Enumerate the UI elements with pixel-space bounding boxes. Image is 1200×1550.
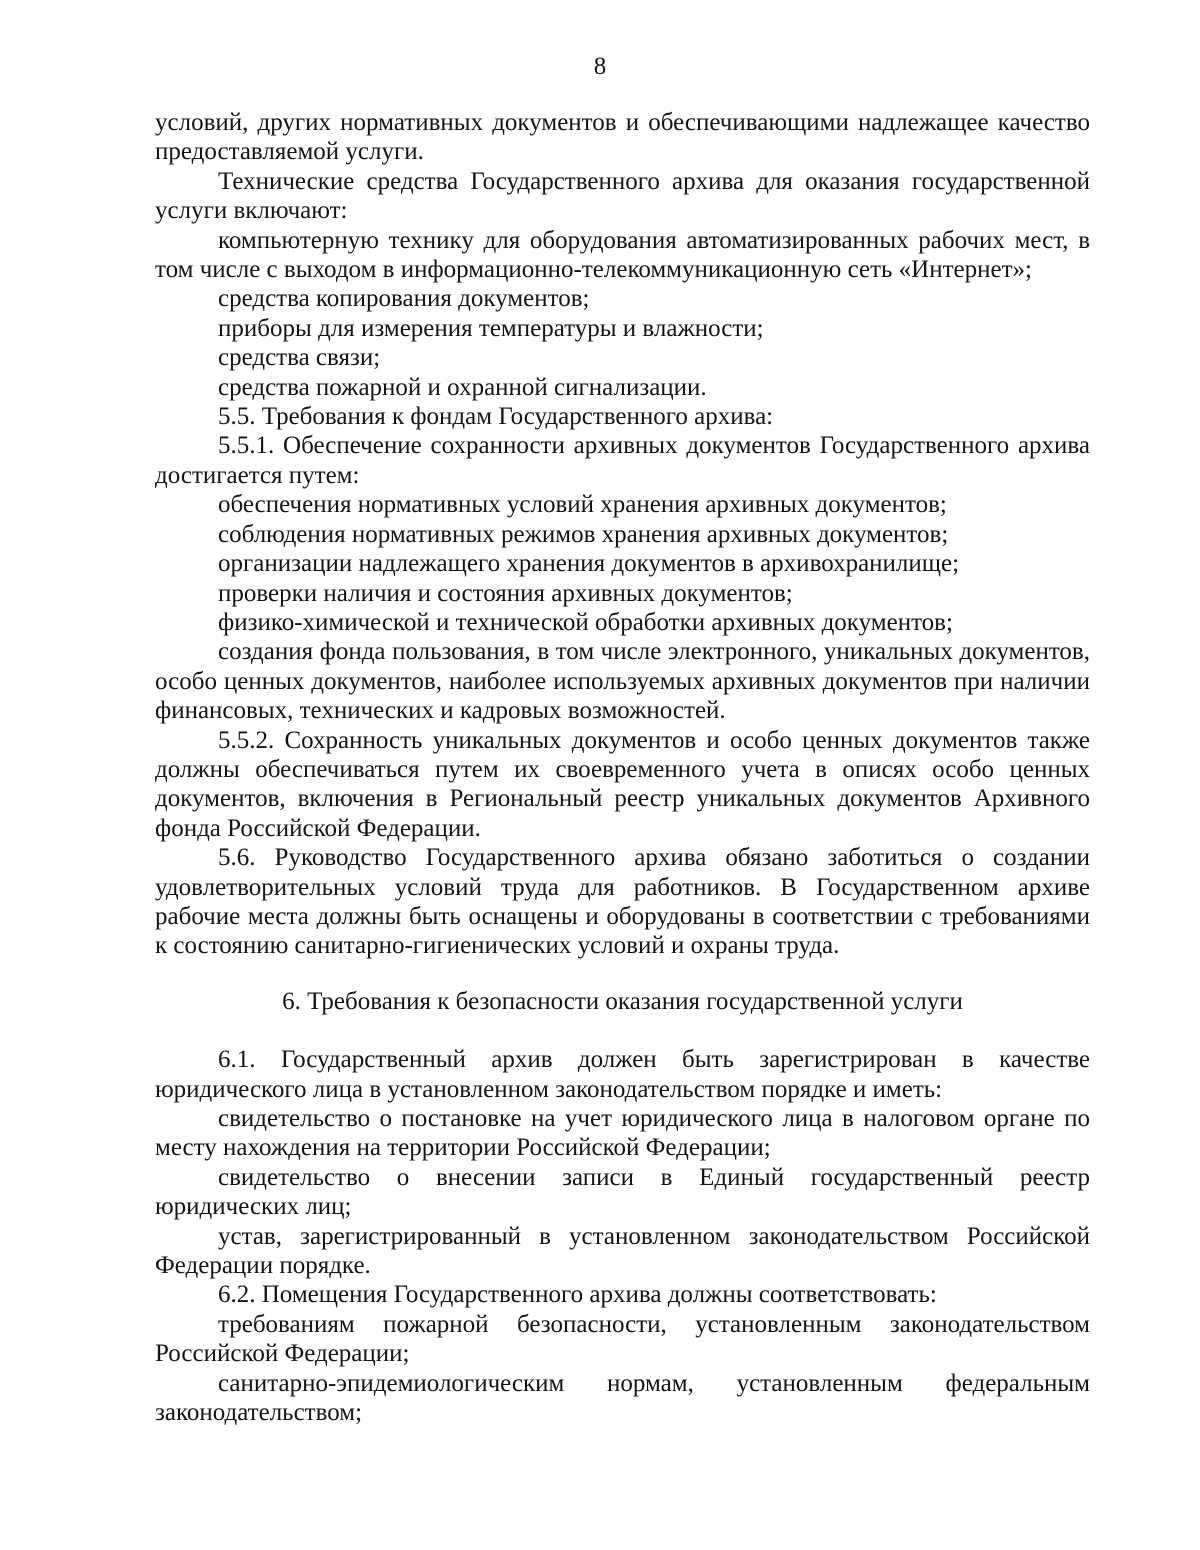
section-heading: 6. Требования к безопасности оказания государственной услуги: [282, 987, 963, 1015]
list-item: соблюдения нормативных режимов хранения архивных документов;: [218, 520, 949, 548]
document-body: [155, 108, 1090, 1427]
list-item: физико-химической и технической обработки архивных документов;: [218, 608, 953, 636]
paragraph: 5.5.2. Сохранность уникальных документов и особо ценных документов также должны обеспечиваться путем их своевременного учета в описях особо ценных документов, включения в Региональный реестр уникальных документов Архивного фонда Российской Федерации.: [155, 726, 1090, 842]
list-item: компьютерную технику для оборудования автоматизированных рабочих мест, в том числе с выходом в информационно-телекоммуникационную сеть «Интернет»;: [155, 226, 1090, 284]
list-item: санитарно-эпидемиологическим нормам, установленным федеральным законодательством;: [155, 1369, 1090, 1427]
list-item: устав, зарегистрированный в установленном законодательством Российской Федерации порядке.: [155, 1222, 1090, 1280]
list-item: свидетельство о внесении записи в Единый государственный реестр юридических лиц;: [155, 1163, 1090, 1221]
list-item: обеспечения нормативных условий хранения архивных документов;: [218, 491, 947, 519]
list-item: средства пожарной и охранной сигнализации.: [218, 373, 707, 401]
paragraph: 6.1. Государственный архив должен быть зарегистрирован в качестве юридического лица в установленном законодательством порядке и иметь:: [155, 1046, 1090, 1103]
list-item: организации надлежащего хранения документов в архивохранилище;: [218, 550, 960, 578]
list-item: средства копирования документов;: [218, 285, 590, 313]
paragraph: Технические средства Государственного архива для оказания государственной услуги включают:: [155, 167, 1090, 225]
paragraph: условий, других нормативных документов и обеспечивающими надлежащее качество предоставляемой услуги.: [155, 109, 1090, 166]
paragraph: 5.5. Требования к фондам Государственного архива:: [218, 403, 774, 431]
page-number: 8: [593, 53, 607, 80]
paragraph: 5.5.1. Обеспечение сохранности архивных документов Государственного архива достигается путем:: [155, 432, 1090, 489]
list-item: требованиям пожарной безопасности, установленным законодательством Российской Федерации;: [155, 1310, 1090, 1368]
paragraph: 6.2. Помещения Государственного архива должны соответствовать:: [218, 1281, 937, 1309]
list-item: свидетельство о постановке на учет юридического лица в налоговом органе по месту нахождения на территории Российской Федерации;: [155, 1105, 1090, 1162]
paragraph: 5.6. Руководство Государственного архива обязано заботиться о создании удовлетворительных условий труда для работников. В Государственном архиве рабочие места должны быть оснащены и оборудованы в соответствии с требованиями к состоянию санитарно-гигиенических условий и охраны труда.: [155, 844, 1090, 960]
list-item: приборы для измерения температуры и влажности;: [218, 314, 764, 342]
list-item: средства связи;: [218, 344, 381, 372]
list-item: проверки наличия и состояния архивных документов;: [218, 579, 793, 607]
list-item: создания фонда пользования, в том числе электронного, уникальных документов, особо ценных документов, наиболее используемых архивных документов при наличии финансовых, технических и кадровых возможностей.: [155, 638, 1090, 725]
